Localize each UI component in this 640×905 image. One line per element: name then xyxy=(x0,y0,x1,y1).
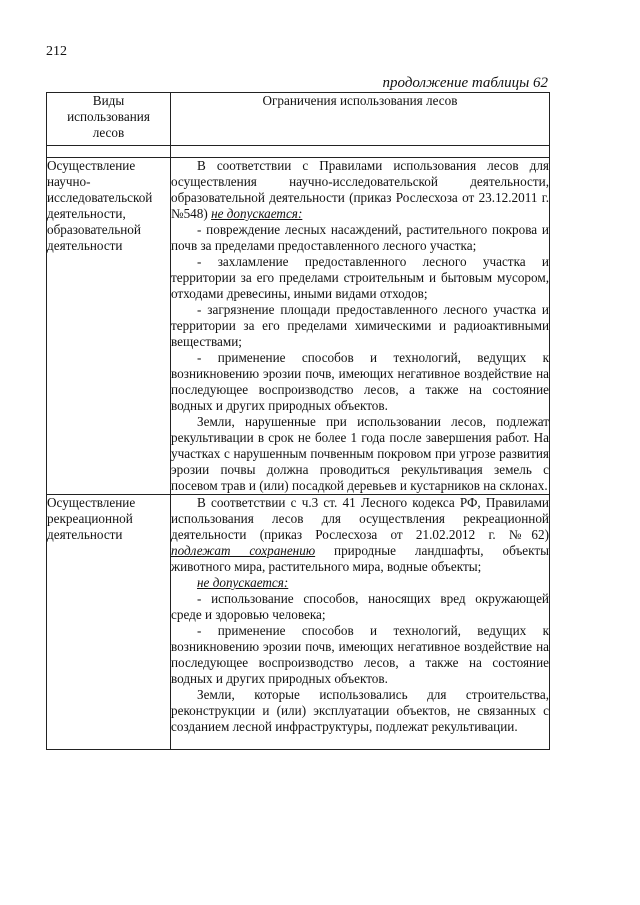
header-usage-types: Виды использования лесов xyxy=(47,93,171,146)
list-item: - применение способов и технологий, ведущих к возникновению эрозии почв, имеющих негативное воздействие на последующее воспроизводство лесов, а также на состояние водных и других природных объектов. xyxy=(171,623,549,686)
list-item: - использование способов, наносящих вред окружающей среде и здоровью человека; xyxy=(171,591,549,622)
emphasis-must-preserve: подлежат сохранению xyxy=(171,543,316,558)
emphasis-not-allowed: не допускается: xyxy=(197,575,289,590)
usage-type-research: Осуществление научно-исследовательской деятельности, образовательной деятельности xyxy=(47,158,171,495)
header-restrictions: Ограничения использования лесов xyxy=(171,93,550,146)
page-number: 212 xyxy=(46,44,67,59)
closing-paragraph: Земли, которые использовались для строительства, реконструкции и (или) эксплуатации объектов, не связанных с созданием лесной инфраструктуры, подлежат рекультивации. xyxy=(171,687,549,734)
list-item: - применение способов и технологий, ведущих к возникновению эрозии почв, имеющих негативное воздействие на последующее воспроизводство лесов, а также на состояние водных и других природных объектов. xyxy=(171,350,549,413)
restrictions-recreation xyxy=(171,495,550,750)
closing-paragraph: Земли, нарушенные при использовании лесов, подлежат рекультивации в срок не более 1 года после завершения работ. На участках с нарушенным почвенным покровом при угрозе развития эрозии почвы должна проводиться рекультивация земель с посевом трав и (или) посадкой деревьев и кустарников на склонах. xyxy=(171,414,549,493)
restrictions-research xyxy=(171,158,550,495)
list-item: - загрязнение площади предоставленного лесного участка и территории за его пределами химическими и радиоактивными веществами; xyxy=(171,302,549,349)
emphasis-not-allowed: не допускается: xyxy=(211,206,303,221)
intro-paragraph: В соответствии с ч.3 ст. 41 Лесного кодекса РФ, Правилами использования лесов для осуществления рекреационной деятельности (приказ Рослесхоза от 21.02.2012 г. №62) подлежат сохранению природные ландшафты, объекты животного мира, растительного мира, водные объекты; xyxy=(171,495,549,574)
list-item: - захламление предоставленного лесного участка и территории за его пределами строительным и бытовым мусором, отходами древесины, иными видами отходов; xyxy=(171,254,549,301)
table-row xyxy=(47,158,550,495)
table-row xyxy=(47,495,550,750)
table-header-row xyxy=(47,93,550,146)
list-item: - повреждение лесных насаждений, растительного покрова и почв за пределами предоставленного лесного участка; xyxy=(171,222,549,253)
table-caption: продолжение таблицы 62 xyxy=(382,75,548,91)
intro-paragraph: В соответствии с Правилами использования лесов для осуществления научно-исследовательской деятельности, образовательной деятельности (приказ Рослесхоза от 23.12.2011 г. №548) не допускается: xyxy=(171,158,549,221)
usage-type-recreation: Осуществление рекреационной деятельности xyxy=(47,495,171,750)
spacer-row xyxy=(47,146,550,158)
restrictions-table xyxy=(46,92,550,750)
emphasis-label xyxy=(171,575,549,591)
